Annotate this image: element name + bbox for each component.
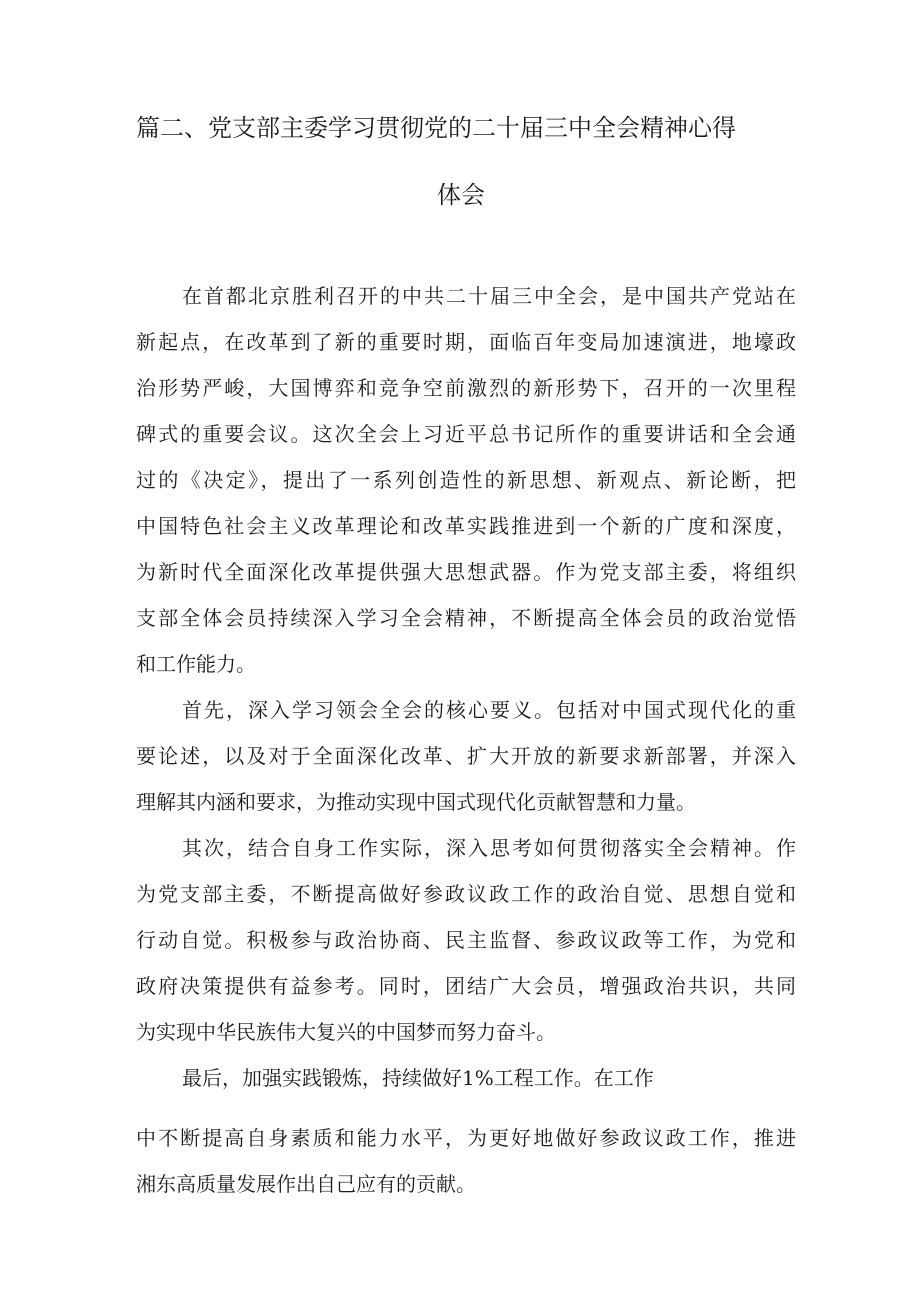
paragraph-4-line-3: 湘东高质量发展作出自己应有的贡献。	[136, 1172, 476, 1196]
paragraph-1-line-5: 过的《决定》，提出了一系列创造性的新思想、新观点、新论断，把	[136, 468, 796, 492]
paragraph-3-line-1: 其次，结合自身工作实际，深入思考如何贯彻落实全会精神。作	[182, 836, 796, 860]
paragraph-1-line-4: 碑式的重要会议。这次全会上习近平总书记所作的重要讲话和全会通	[136, 422, 796, 446]
document-title-line-2: 体会	[437, 181, 485, 209]
paragraph-1-line-8: 支部全体会员持续深入学习全会精神，不断提高全体会员的政治觉悟	[136, 606, 796, 630]
paragraph-4-line-2: 中不断提高自身素质和能力水平，为更好地做好参政议政工作，推进	[136, 1126, 796, 1150]
paragraph-2-line-3: 理解其内涵和要求，为推动实现中国式现代化贡献智慧和力量。	[136, 790, 696, 814]
paragraph-1-line-7: 为新时代全面深化改革提供强大思想武器。作为党支部主委，将组织	[136, 560, 796, 584]
paragraph-2-line-1: 首先，深入学习领会全会的核心要义。包括对中国式现代化的重	[182, 698, 796, 722]
paragraph-3-line-2: 为党支部主委，不断提高做好参政议政工作的政治自觉、思想自觉和	[136, 882, 796, 906]
paragraph-1-line-3: 治形势严峻，大国博弈和竞争空前激烈的新形势下，召开的一次里程	[136, 376, 796, 400]
paragraph-1-line-9: 和工作能力。	[136, 652, 256, 676]
paragraph-1-line-6: 中国特色社会主义改革理论和改革实践推进到一个新的广度和深度，	[136, 514, 796, 538]
document-title-line-1: 篇二、党支部主委学习贯彻党的二十届三中全会精神心得	[136, 114, 736, 142]
paragraph-3-line-4: 政府决策提供有益参考。同时，团结广大会员，增强政治共识，共同	[136, 974, 796, 998]
paragraph-1-line-2: 新起点，在改革到了新的重要时期，面临百年变局加速演进，地壕政	[136, 330, 796, 354]
paragraph-3-line-3: 行动自觉。积极参与政治协商、民主监督、参政议政等工作，为党和	[136, 928, 796, 952]
paragraph-2-line-2: 要论述，以及对于全面深化改革、扩大开放的新要求新部署，并深入	[136, 744, 796, 768]
paragraph-3-line-5: 为实现中华民族伟大复兴的中国梦而努力奋斗。	[136, 1020, 556, 1044]
paragraph-1-line-1: 在首都北京胜利召开的中共二十届三中全会，是中国共产党站在	[182, 284, 796, 308]
paragraph-4-line-1: 最后，加强实践锻炼，持续做好1%工程工作。在工作	[182, 1066, 654, 1090]
